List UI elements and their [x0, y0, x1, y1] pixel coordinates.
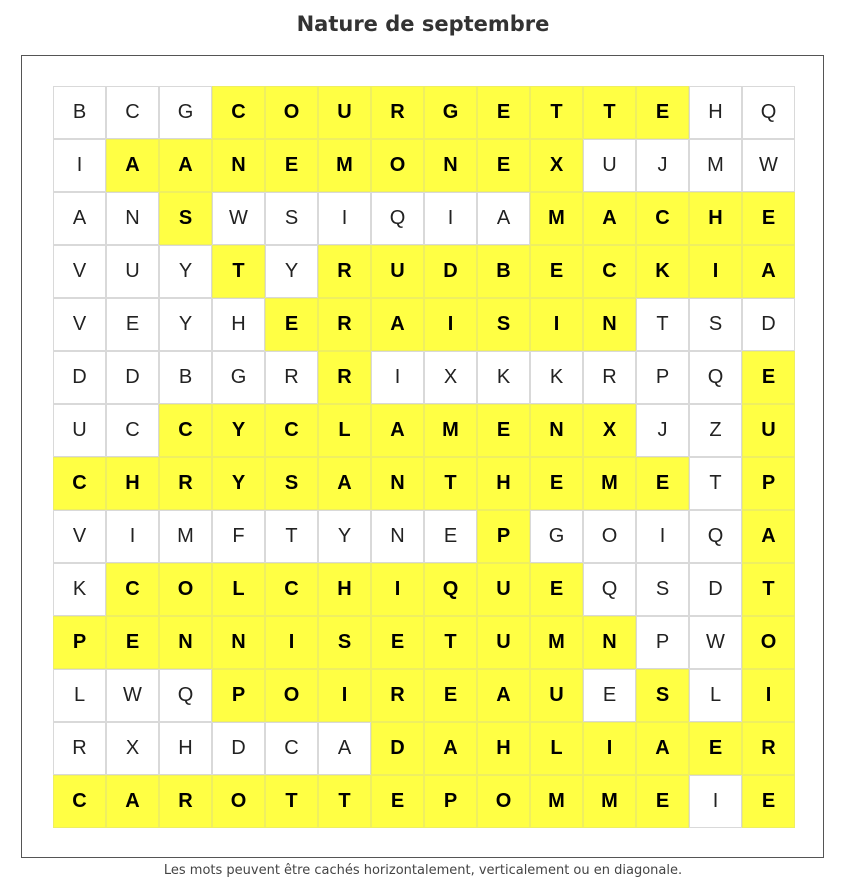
- grid-cell[interactable]: U: [530, 669, 583, 722]
- grid-cell[interactable]: I: [742, 669, 795, 722]
- grid-cell[interactable]: N: [212, 139, 265, 192]
- grid-cell[interactable]: H: [106, 457, 159, 510]
- grid-cell[interactable]: M: [583, 775, 636, 828]
- grid-cell[interactable]: I: [424, 192, 477, 245]
- grid-cell[interactable]: E: [530, 245, 583, 298]
- grid-cell[interactable]: T: [265, 775, 318, 828]
- instructions-footnote: Les mots peuvent être cachés horizontalement, verticalement ou en diagonale.: [163, 863, 683, 878]
- grid-cell[interactable]: C: [159, 404, 212, 457]
- grid-cell[interactable]: O: [265, 86, 318, 139]
- grid-cell[interactable]: A: [742, 245, 795, 298]
- grid-cell[interactable]: T: [689, 457, 742, 510]
- grid-cell[interactable]: E: [477, 86, 530, 139]
- grid-cell[interactable]: E: [106, 298, 159, 351]
- grid-cell[interactable]: E: [689, 722, 742, 775]
- grid-cell[interactable]: L: [212, 563, 265, 616]
- grid-cell[interactable]: D: [212, 722, 265, 775]
- grid-cell[interactable]: R: [265, 351, 318, 404]
- grid-cell[interactable]: X: [583, 404, 636, 457]
- grid-cell[interactable]: S: [477, 298, 530, 351]
- grid-cell[interactable]: P: [53, 616, 106, 669]
- grid-cell[interactable]: A: [106, 775, 159, 828]
- grid-cell[interactable]: K: [636, 245, 689, 298]
- grid-cell[interactable]: W: [689, 616, 742, 669]
- grid-cell[interactable]: E: [742, 192, 795, 245]
- grid-cell[interactable]: A: [53, 192, 106, 245]
- grid-cell[interactable]: E: [424, 510, 477, 563]
- grid-cell[interactable]: I: [583, 722, 636, 775]
- grid-cell[interactable]: I: [106, 510, 159, 563]
- grid-cell[interactable]: P: [424, 775, 477, 828]
- grid-cell[interactable]: N: [159, 616, 212, 669]
- grid-cell[interactable]: I: [371, 563, 424, 616]
- grid-cell[interactable]: Z: [689, 404, 742, 457]
- grid-cell[interactable]: T: [265, 510, 318, 563]
- grid-cell[interactable]: E: [265, 139, 318, 192]
- grid-cell[interactable]: E: [477, 404, 530, 457]
- grid-cell[interactable]: Y: [159, 245, 212, 298]
- grid-cell[interactable]: G: [159, 86, 212, 139]
- grid-cell[interactable]: R: [318, 351, 371, 404]
- grid-cell[interactable]: C: [636, 192, 689, 245]
- grid-cell[interactable]: O: [583, 510, 636, 563]
- grid-cell[interactable]: X: [106, 722, 159, 775]
- grid-cell[interactable]: U: [477, 616, 530, 669]
- grid-cell[interactable]: S: [636, 669, 689, 722]
- grid-cell[interactable]: O: [159, 563, 212, 616]
- grid-cell[interactable]: A: [318, 457, 371, 510]
- grid-cell[interactable]: I: [636, 510, 689, 563]
- grid-cell[interactable]: A: [106, 139, 159, 192]
- grid-cell[interactable]: M: [159, 510, 212, 563]
- grid-cell[interactable]: I: [530, 298, 583, 351]
- grid-cell[interactable]: X: [530, 139, 583, 192]
- grid-cell[interactable]: X: [424, 351, 477, 404]
- grid-cell[interactable]: L: [689, 669, 742, 722]
- grid-cell[interactable]: J: [636, 404, 689, 457]
- grid-cell[interactable]: G: [530, 510, 583, 563]
- grid-cell[interactable]: A: [636, 722, 689, 775]
- grid-cell[interactable]: E: [371, 616, 424, 669]
- grid-cell[interactable]: L: [318, 404, 371, 457]
- grid-cell[interactable]: E: [583, 669, 636, 722]
- grid-cell[interactable]: R: [371, 86, 424, 139]
- grid-cell[interactable]: C: [53, 775, 106, 828]
- grid-cell[interactable]: E: [371, 775, 424, 828]
- grid-cell[interactable]: I: [689, 775, 742, 828]
- grid-cell[interactable]: N: [106, 192, 159, 245]
- grid-cell[interactable]: V: [53, 510, 106, 563]
- grid-cell[interactable]: C: [106, 86, 159, 139]
- grid-cell[interactable]: R: [318, 245, 371, 298]
- grid-cell[interactable]: L: [530, 722, 583, 775]
- grid-cell[interactable]: C: [106, 404, 159, 457]
- grid-cell[interactable]: Q: [583, 563, 636, 616]
- grid-cell[interactable]: G: [424, 86, 477, 139]
- grid-cell[interactable]: U: [106, 245, 159, 298]
- grid-cell[interactable]: Q: [424, 563, 477, 616]
- grid-cell[interactable]: S: [159, 192, 212, 245]
- grid-cell[interactable]: F: [212, 510, 265, 563]
- grid-cell[interactable]: H: [689, 192, 742, 245]
- grid-cell[interactable]: I: [689, 245, 742, 298]
- grid-cell[interactable]: T: [318, 775, 371, 828]
- grid-cell[interactable]: D: [689, 563, 742, 616]
- grid-cell[interactable]: Q: [689, 510, 742, 563]
- grid-cell[interactable]: R: [159, 775, 212, 828]
- grid-cell[interactable]: S: [265, 192, 318, 245]
- grid-cell[interactable]: T: [742, 563, 795, 616]
- grid-cell[interactable]: U: [583, 139, 636, 192]
- grid-cell[interactable]: E: [742, 775, 795, 828]
- grid-cell[interactable]: J: [636, 139, 689, 192]
- grid-cell[interactable]: A: [583, 192, 636, 245]
- grid-cell[interactable]: E: [530, 563, 583, 616]
- grid-cell[interactable]: Q: [159, 669, 212, 722]
- grid-cell[interactable]: Y: [212, 457, 265, 510]
- grid-cell[interactable]: D: [106, 351, 159, 404]
- grid-cell[interactable]: E: [636, 457, 689, 510]
- grid-cell[interactable]: W: [742, 139, 795, 192]
- grid-cell[interactable]: R: [371, 669, 424, 722]
- grid-cell[interactable]: T: [212, 245, 265, 298]
- grid-cell[interactable]: C: [583, 245, 636, 298]
- grid-cell[interactable]: V: [53, 298, 106, 351]
- grid-cell[interactable]: N: [371, 510, 424, 563]
- grid-cell[interactable]: E: [477, 139, 530, 192]
- grid-cell[interactable]: Y: [212, 404, 265, 457]
- grid-cell[interactable]: W: [106, 669, 159, 722]
- grid-cell[interactable]: G: [212, 351, 265, 404]
- grid-cell[interactable]: M: [530, 192, 583, 245]
- grid-cell[interactable]: U: [318, 86, 371, 139]
- grid-cell[interactable]: O: [742, 616, 795, 669]
- grid-cell[interactable]: N: [424, 139, 477, 192]
- grid-cell[interactable]: C: [265, 404, 318, 457]
- grid-cell[interactable]: N: [583, 298, 636, 351]
- grid-cell[interactable]: E: [636, 86, 689, 139]
- grid-cell[interactable]: O: [371, 139, 424, 192]
- grid-cell[interactable]: I: [318, 192, 371, 245]
- grid-cell[interactable]: O: [477, 775, 530, 828]
- grid-cell[interactable]: I: [371, 351, 424, 404]
- grid-cell[interactable]: N: [212, 616, 265, 669]
- grid-cell[interactable]: A: [424, 722, 477, 775]
- grid-cell[interactable]: A: [742, 510, 795, 563]
- grid-cell[interactable]: B: [53, 86, 106, 139]
- grid-cell[interactable]: M: [318, 139, 371, 192]
- grid-cell[interactable]: D: [424, 245, 477, 298]
- grid-cell[interactable]: Q: [742, 86, 795, 139]
- grid-cell[interactable]: E: [424, 669, 477, 722]
- grid-cell[interactable]: C: [212, 86, 265, 139]
- grid-cell[interactable]: P: [742, 457, 795, 510]
- grid-cell[interactable]: T: [424, 457, 477, 510]
- grid-cell[interactable]: R: [318, 298, 371, 351]
- grid-cell[interactable]: R: [583, 351, 636, 404]
- grid-cell[interactable]: C: [106, 563, 159, 616]
- grid-cell[interactable]: T: [424, 616, 477, 669]
- grid-cell[interactable]: K: [477, 351, 530, 404]
- grid-cell[interactable]: R: [159, 457, 212, 510]
- grid-cell[interactable]: A: [477, 192, 530, 245]
- grid-cell[interactable]: U: [742, 404, 795, 457]
- grid-cell[interactable]: R: [53, 722, 106, 775]
- grid-cell[interactable]: W: [212, 192, 265, 245]
- grid-cell[interactable]: H: [477, 457, 530, 510]
- grid-cell[interactable]: M: [583, 457, 636, 510]
- grid-cell[interactable]: T: [583, 86, 636, 139]
- grid-cell[interactable]: U: [371, 245, 424, 298]
- grid-cell[interactable]: E: [742, 351, 795, 404]
- grid-cell[interactable]: A: [477, 669, 530, 722]
- grid-cell[interactable]: L: [53, 669, 106, 722]
- grid-cell[interactable]: O: [265, 669, 318, 722]
- grid-cell[interactable]: I: [318, 669, 371, 722]
- grid-cell[interactable]: A: [371, 404, 424, 457]
- grid-cell[interactable]: H: [159, 722, 212, 775]
- grid-cell[interactable]: I: [265, 616, 318, 669]
- grid-cell[interactable]: S: [265, 457, 318, 510]
- grid-cell[interactable]: D: [53, 351, 106, 404]
- grid-cell[interactable]: N: [583, 616, 636, 669]
- grid-cell[interactable]: Q: [689, 351, 742, 404]
- grid-cell[interactable]: Y: [265, 245, 318, 298]
- grid-cell[interactable]: B: [159, 351, 212, 404]
- grid-cell[interactable]: A: [371, 298, 424, 351]
- grid-cell[interactable]: A: [159, 139, 212, 192]
- grid-cell[interactable]: Q: [371, 192, 424, 245]
- grid-cell[interactable]: D: [371, 722, 424, 775]
- grid-cell[interactable]: I: [424, 298, 477, 351]
- grid-cell[interactable]: B: [477, 245, 530, 298]
- grid-cell[interactable]: E: [636, 775, 689, 828]
- grid-cell[interactable]: H: [477, 722, 530, 775]
- grid-cell[interactable]: P: [636, 616, 689, 669]
- grid-cell[interactable]: D: [742, 298, 795, 351]
- grid-cell[interactable]: M: [424, 404, 477, 457]
- grid-cell[interactable]: M: [689, 139, 742, 192]
- grid-cell[interactable]: U: [477, 563, 530, 616]
- page-title: Nature de septembre: [296, 12, 550, 36]
- grid-cell[interactable]: H: [318, 563, 371, 616]
- grid-cell[interactable]: C: [53, 457, 106, 510]
- grid-cell[interactable]: E: [530, 457, 583, 510]
- grid-cell[interactable]: S: [636, 563, 689, 616]
- grid-cell[interactable]: Y: [318, 510, 371, 563]
- grid-cell[interactable]: A: [318, 722, 371, 775]
- grid-cell[interactable]: S: [318, 616, 371, 669]
- grid-cell[interactable]: P: [212, 669, 265, 722]
- grid-cell[interactable]: H: [689, 86, 742, 139]
- grid-cell[interactable]: M: [530, 616, 583, 669]
- grid-cell[interactable]: C: [265, 563, 318, 616]
- word-search-grid: [53, 86, 795, 828]
- grid-cell[interactable]: K: [53, 563, 106, 616]
- grid-cell[interactable]: U: [53, 404, 106, 457]
- grid-cell[interactable]: M: [530, 775, 583, 828]
- grid-cell[interactable]: T: [530, 86, 583, 139]
- grid-cell[interactable]: N: [530, 404, 583, 457]
- grid-cell[interactable]: E: [265, 298, 318, 351]
- grid-cell[interactable]: P: [477, 510, 530, 563]
- grid-cell[interactable]: Y: [159, 298, 212, 351]
- grid-cell[interactable]: C: [265, 722, 318, 775]
- grid-cell[interactable]: E: [106, 616, 159, 669]
- grid-cell[interactable]: N: [371, 457, 424, 510]
- grid-cell[interactable]: T: [636, 298, 689, 351]
- grid-cell[interactable]: I: [53, 139, 106, 192]
- grid-cell[interactable]: O: [212, 775, 265, 828]
- grid-cell[interactable]: R: [742, 722, 795, 775]
- grid-cell[interactable]: H: [212, 298, 265, 351]
- grid-cell[interactable]: V: [53, 245, 106, 298]
- grid-cell[interactable]: P: [636, 351, 689, 404]
- grid-cell[interactable]: S: [689, 298, 742, 351]
- grid-cell[interactable]: K: [530, 351, 583, 404]
